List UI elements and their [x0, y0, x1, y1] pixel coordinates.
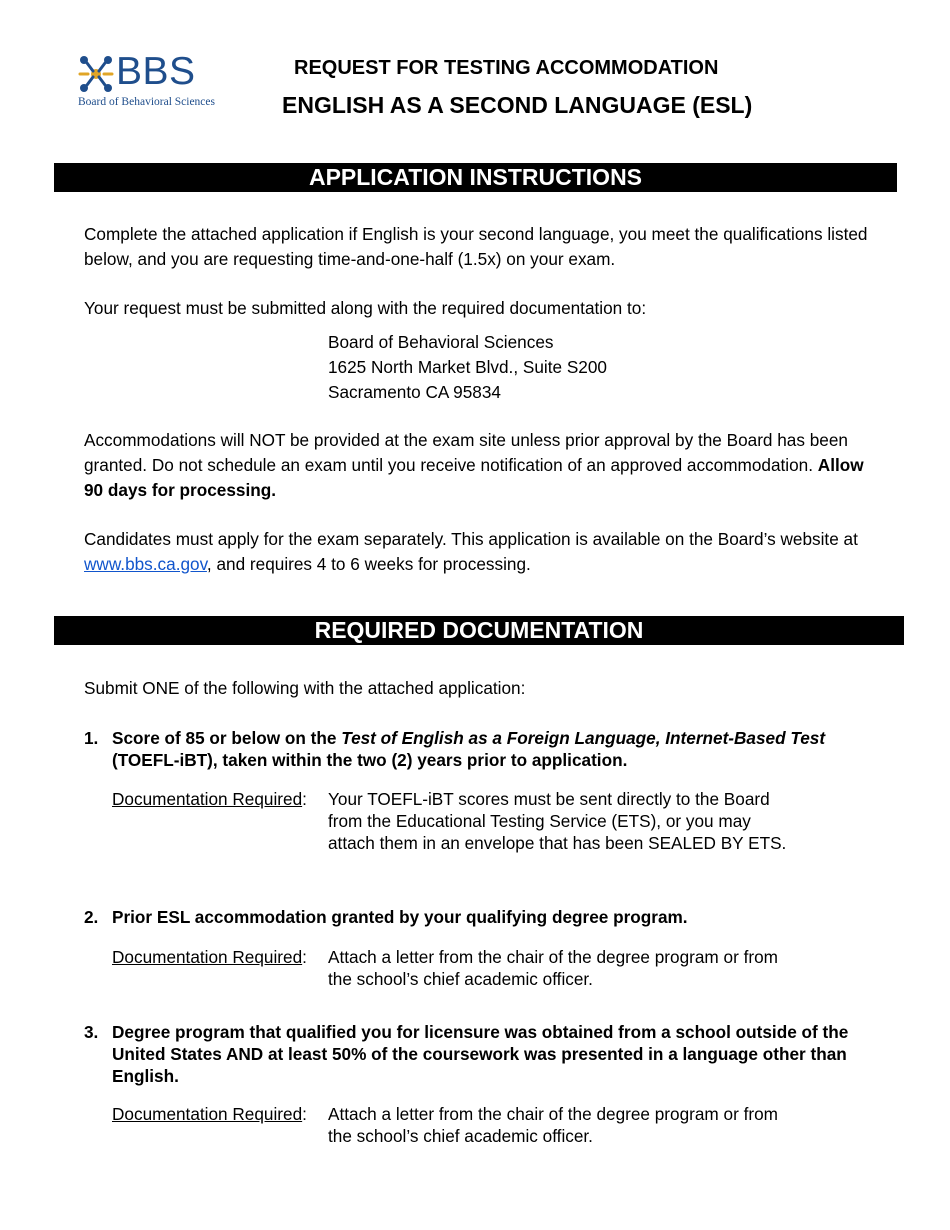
instructions-paragraph-4 [84, 527, 884, 577]
mailing-address [328, 330, 607, 405]
item-text [112, 727, 884, 771]
item-number: 3. [84, 1022, 99, 1042]
instructions-paragraph-3 [84, 428, 884, 503]
item-text: Prior ESL accommodation granted by your qualifying degree program. [112, 907, 688, 927]
item-text: Degree program that qualified you for licensure was obtained from a school outside of the United States AND at least 50% of the coursework was presented in a language other than English. [112, 1022, 849, 1086]
documentation-text-2: Attach a letter from the chair of the degree program or from the school’s chief academic officer. [328, 947, 778, 989]
processing-time-notice: Allow 90 days for processing. [84, 455, 864, 500]
test-name: Test of English as a Foreign Language, Internet-Based Test [341, 728, 826, 748]
instructions-paragraph-2: Your request must be submitted along with the required documentation to: [84, 298, 647, 318]
bbs-website-link[interactable]: www.bbs.ca.gov [84, 554, 207, 574]
documentation-label: Documentation Required: [112, 789, 307, 809]
documentation-intro: Submit ONE of the following with the attached application: [84, 678, 526, 698]
documentation-label: Documentation Required: [112, 947, 307, 967]
documentation-label-text: Documentation Required [112, 1104, 303, 1124]
item-number: 2. [84, 907, 99, 927]
documentation-label: Documentation Required: [112, 1104, 307, 1124]
requirement-item-2 [84, 906, 884, 928]
apply-separately-text: Candidates must apply for the exam separately. This application is available on the Board’s website at [84, 529, 858, 549]
processing-weeks-text: , and requires 4 to 6 weeks for processing. [206, 554, 531, 574]
bbs-logo-mark-icon [78, 54, 114, 94]
instructions-paragraph-1: Complete the attached application if English is your second language, you meet the qualifications listed below, and you are requesting time-and-one-half (1.5x) on your exam. [84, 224, 868, 269]
documentation-text-3: Attach a letter from the chair of the degree program or from the school’s chief academic officer. [328, 1104, 778, 1146]
document-title: REQUEST FOR TESTING ACCOMMODATION [294, 57, 719, 79]
bbs-logo [78, 50, 228, 110]
document-subtitle: ENGLISH AS A SECOND LANGUAGE (ESL) [282, 92, 753, 118]
item-text-end: (TOEFL-iBT), taken within the two (2) years prior to application. [112, 750, 628, 770]
documentation-text-1: Your TOEFL-iBT scores must be sent directly to the Board from the Educational Testing Service (ETS), or you may attach them in an envelope that has been SEALED BY ETS. [328, 789, 787, 853]
documentation-label-text: Documentation Required [112, 789, 303, 809]
logo-subtitle: Board of Behavioral Sciences [78, 96, 215, 108]
address-line: Board of Behavioral Sciences [328, 332, 554, 352]
accommodation-notice: Accommodations will NOT be provided at the exam site unless prior approval by the Board has been granted. Do not schedule an exam until you receive notification of an approved accommodation. [84, 430, 848, 475]
address-line: Sacramento CA 95834 [328, 382, 501, 402]
section-heading-instructions: APPLICATION INSTRUCTIONS [54, 163, 897, 192]
requirement-item-1 [84, 727, 884, 771]
requirement-item-3 [84, 1021, 884, 1087]
address-line: 1625 North Market Blvd., Suite S200 [328, 357, 607, 377]
logo-wordmark: BBS [116, 50, 196, 93]
documentation-label-text: Documentation Required [112, 947, 303, 967]
item-text-start: Score of 85 or below on the [112, 728, 342, 748]
section-heading-documentation: REQUIRED DOCUMENTATION [54, 616, 904, 645]
item-number: 1. [84, 728, 99, 748]
